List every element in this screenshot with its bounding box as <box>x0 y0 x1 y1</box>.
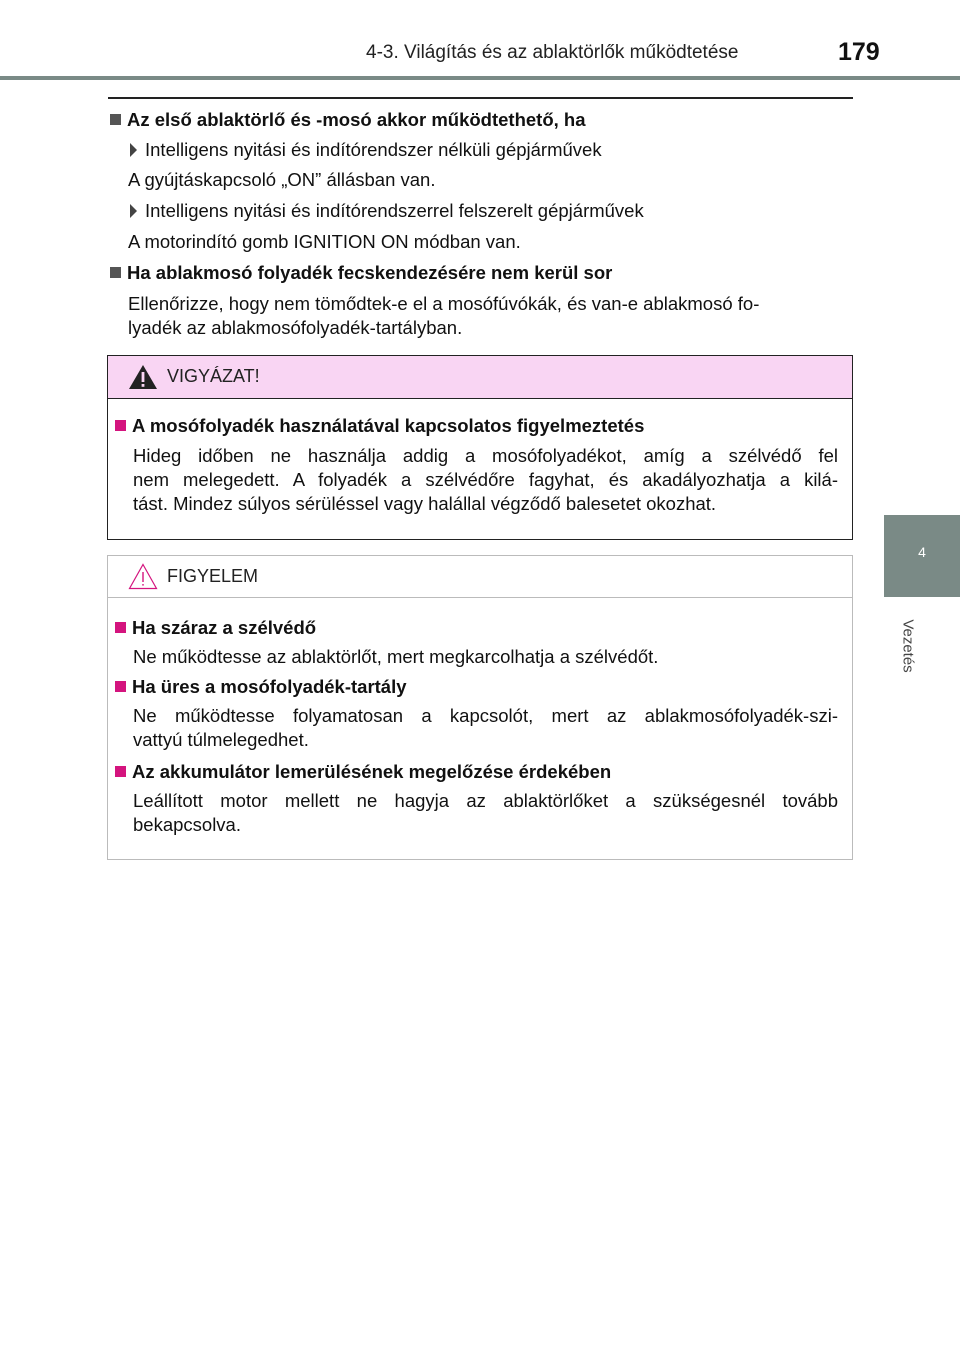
square-bullet-icon <box>115 420 126 431</box>
notice-text-line: Ne működtesse az ablaktörlőt, mert megkarcolhatja a szélvédőt. <box>133 646 659 667</box>
warning-text-line: Hideg időben ne használja addig a mosófolyadékot, amíg a szélvédő fel <box>133 445 838 466</box>
notice-text-line: Ne működtesse folyamatosan a kapcsolót, mert az ablakmosófolyadék-szi- <box>133 705 838 726</box>
warning-label: VIGYÁZAT! <box>167 366 260 386</box>
notice-text-line: vattyú túlmelegedhet. <box>133 729 309 750</box>
page-number: 179 <box>838 38 880 66</box>
notice-heading: Ha üres a mosófolyadék-tartály <box>115 675 407 699</box>
square-bullet-icon <box>115 766 126 777</box>
warning-box <box>107 355 853 540</box>
section-heading: Ha ablakmosó folyadék fecskendezésére nem kerül sor <box>110 261 612 285</box>
notice-label: FIGYELEM <box>167 566 259 586</box>
chapter-tab-number: 4 <box>918 544 926 560</box>
paragraph-line: lyadék az ablakmosófolyadék-tartályban. <box>128 317 463 338</box>
warning-text-line: nem melegedett. A folyadék a szélvédőre fagyhat, és akadályozhatja a kilá- <box>133 469 838 490</box>
notice-text-line: Leállított motor mellett ne hagyja az ablaktörlőket a szükségesnél tovább <box>133 790 838 811</box>
notice-header <box>108 556 852 598</box>
paragraph: A motorindító gomb IGNITION ON módban van. <box>128 231 521 252</box>
notice-heading: Az akkumulátor lemerülésének megelőzése érdekében <box>115 760 611 784</box>
caution-triangle-icon <box>128 563 158 590</box>
paragraph-line: Ellenőrizze, hogy nem tömődtek-e el a mosófúvókák, és van-e ablakmosó fo- <box>128 293 760 314</box>
list-item: Intelligens nyitási és indítórendszerrel felszerelt gépjárművek <box>130 199 644 223</box>
warning-heading: A mosófolyadék használatával kapcsolatos figyelmeztetés <box>115 414 644 438</box>
header-band <box>0 76 960 80</box>
warning-header <box>108 356 852 399</box>
square-bullet-icon <box>115 681 126 692</box>
square-bullet-icon <box>110 114 121 125</box>
section-heading: Az első ablaktörlő és -mosó akkor működtethető, ha <box>110 108 586 132</box>
notice-text-line: bekapcsolva. <box>133 814 241 835</box>
chapter-title: 4-3. Világítás és az ablaktörlők működtetése <box>366 42 739 63</box>
paragraph: A gyújtáskapcsoló „ON” állásban van. <box>128 169 436 190</box>
triangle-bullet-icon <box>130 204 137 218</box>
notice-box <box>107 555 853 860</box>
section-divider <box>108 97 853 99</box>
chapter-tab[interactable] <box>884 515 960 597</box>
list-item: Intelligens nyitási és indítórendszer nélküli gépjárművek <box>130 138 602 162</box>
triangle-bullet-icon <box>130 143 137 157</box>
square-bullet-icon <box>110 267 121 278</box>
chapter-tab-label: Vezetés <box>899 619 917 673</box>
square-bullet-icon <box>115 622 126 633</box>
warning-triangle-icon <box>128 364 158 390</box>
warning-text-line: tást. Mindez súlyos sérüléssel vagy halállal végződő balesetet okozhat. <box>133 493 717 514</box>
notice-heading: Ha száraz a szélvédő <box>115 616 316 640</box>
